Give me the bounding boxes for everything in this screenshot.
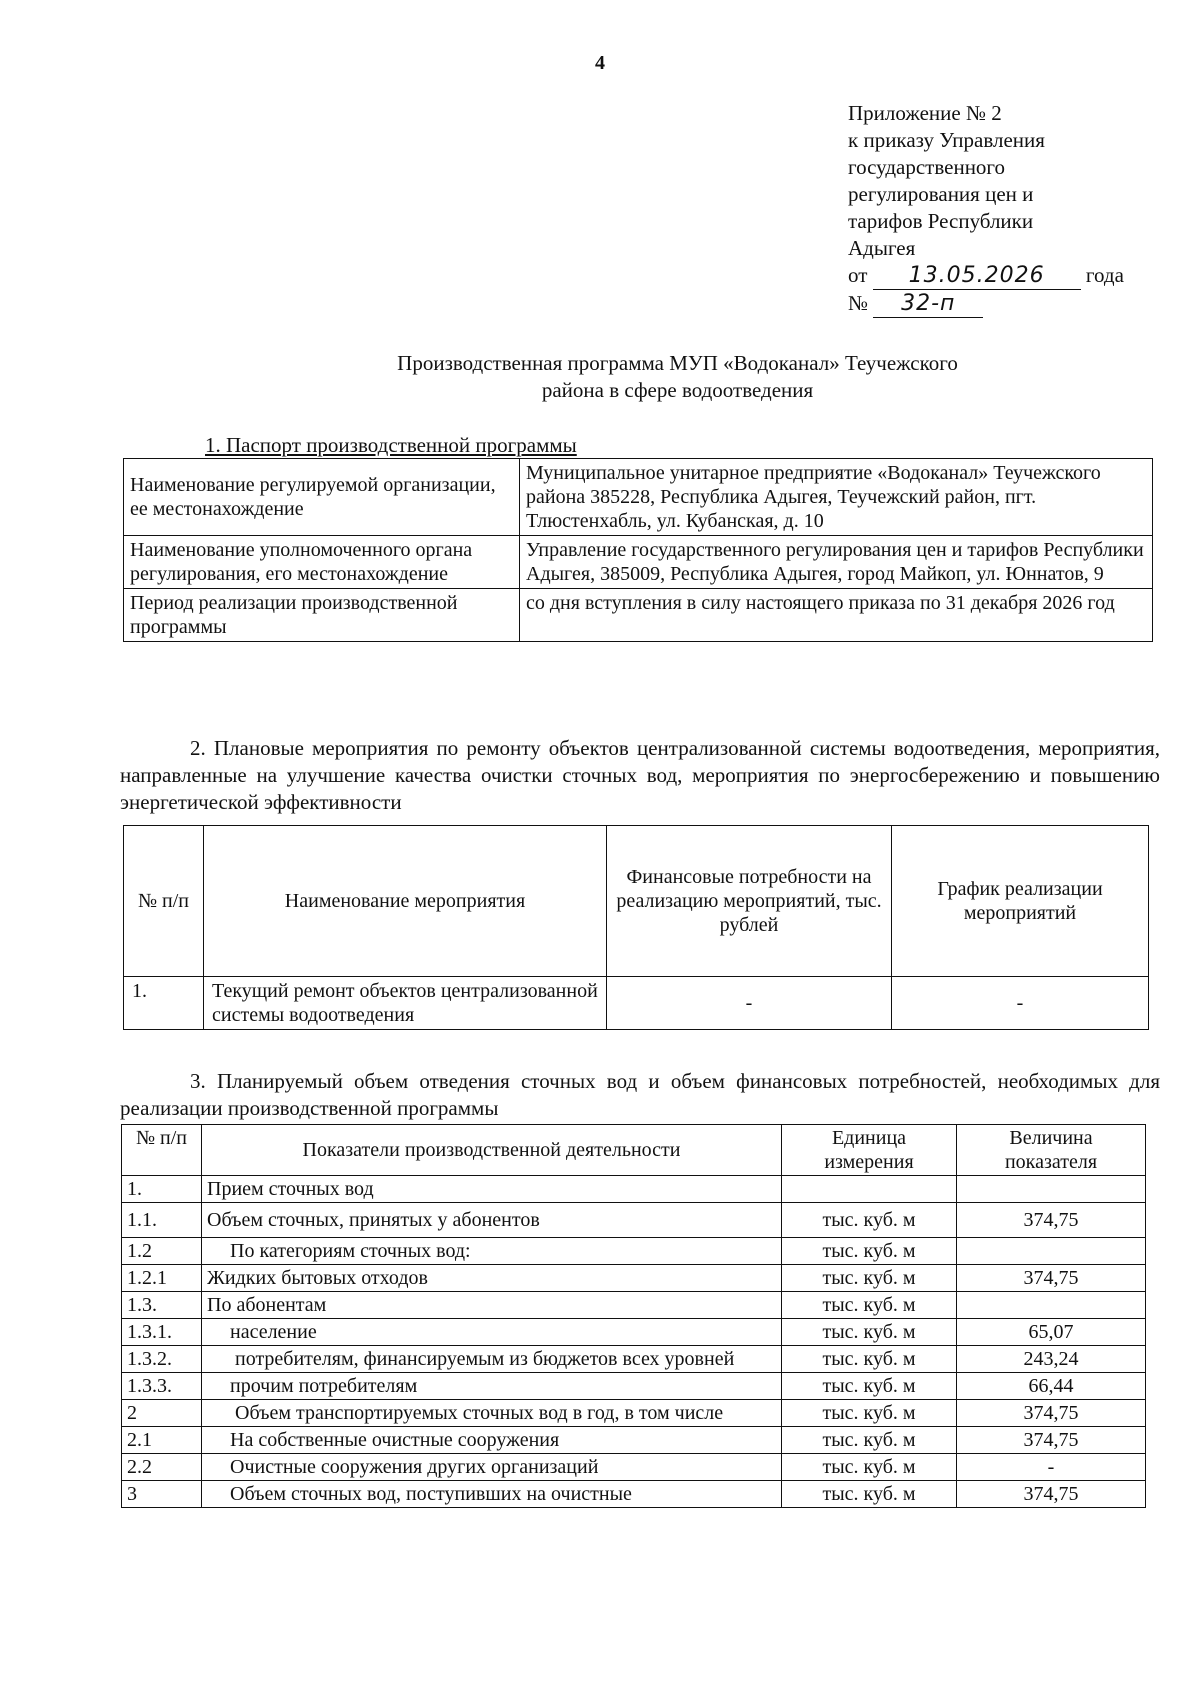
appendix-block bbox=[848, 100, 1124, 318]
measures-table bbox=[123, 825, 1149, 1030]
order-date: 13.05.2026 bbox=[873, 262, 1081, 290]
cell-unit bbox=[782, 1176, 957, 1203]
section-1-heading: 1. Паспорт производственной программы bbox=[205, 433, 577, 457]
cell-num: 2 bbox=[122, 1400, 202, 1427]
cell-value bbox=[957, 1292, 1146, 1319]
indicators-table bbox=[121, 1124, 1146, 1508]
cell-indicator: По категориям сточных вод: bbox=[202, 1238, 782, 1265]
cell-num: 1. bbox=[122, 1176, 202, 1203]
passport-value: Муниципальное унитарное предприятие «Водоканал» Теучежского района 385228, Республика Адыгея, Теучежский район, пгт. Тлюстенхабль, ул. Кубанская, д. 10 bbox=[520, 459, 1153, 536]
cell-num: 1.2.1 bbox=[122, 1265, 202, 1292]
passport-label: Наименование уполномоченного органа регулирования, его местонахождение bbox=[124, 536, 520, 589]
cell-indicator: Объем транспортируемых сточных вод в год, в том числе bbox=[202, 1400, 782, 1427]
appendix-line: к приказу Управления bbox=[848, 128, 1045, 152]
cell-indicator: Прием сточных вод bbox=[202, 1176, 782, 1203]
header-finance: Финансовые потребности на реализацию мероприятий, тыс. рублей bbox=[607, 826, 892, 977]
cell-indicator: Объем сточных вод, поступивших на очистные bbox=[202, 1481, 782, 1508]
cell-num: 1.2 bbox=[122, 1238, 202, 1265]
cell-value: 243,24 bbox=[957, 1346, 1146, 1373]
date-prefix: от bbox=[848, 263, 868, 287]
table-row bbox=[122, 1292, 1146, 1319]
passport-table bbox=[123, 458, 1153, 642]
table-row bbox=[122, 1203, 1146, 1238]
cell-value: 374,75 bbox=[957, 1400, 1146, 1427]
cell-num: 2.2 bbox=[122, 1454, 202, 1481]
cell-value: 374,75 bbox=[957, 1481, 1146, 1508]
order-number-line bbox=[848, 290, 1124, 318]
cell-unit: тыс. куб. м bbox=[782, 1238, 957, 1265]
cell-value bbox=[957, 1176, 1146, 1203]
appendix-line: Адыгея bbox=[848, 236, 916, 260]
table-row bbox=[122, 1176, 1146, 1203]
cell-indicator: потребителям, финансируемым из бюджетов всех уровней bbox=[202, 1346, 782, 1373]
section-3-heading-text: 3. Планируемый объем отведения сточных вод и объем финансовых потребностей, необходимых для реализации производственной программы bbox=[120, 1069, 1160, 1120]
section-2-heading-text: 2. Плановые мероприятия по ремонту объектов централизованной системы водоотведения, мероприятия, направленные на улучшение качества очистки сточных вод, мероприятия по энергосбережению и повышению энергетической эффективности bbox=[120, 736, 1160, 814]
table-row bbox=[122, 1238, 1146, 1265]
appendix-line: государственного bbox=[848, 155, 1006, 179]
title-line-2: района в сфере водоотведения bbox=[541, 378, 814, 402]
cell-num: 1.3.2. bbox=[122, 1346, 202, 1373]
cell-num: 1.3.3. bbox=[122, 1373, 202, 1400]
table-row bbox=[122, 1265, 1146, 1292]
cell-num: 1.3. bbox=[122, 1292, 202, 1319]
table-row bbox=[122, 1346, 1146, 1373]
cell-indicator: Очистные сооружения других организаций bbox=[202, 1454, 782, 1481]
header-value: Величина показателя bbox=[957, 1125, 1146, 1176]
table-row bbox=[124, 977, 1149, 1030]
cell-num: 3 bbox=[122, 1481, 202, 1508]
cell-unit: тыс. куб. м bbox=[782, 1400, 957, 1427]
cell-value: 374,75 bbox=[957, 1265, 1146, 1292]
date-suffix: года bbox=[1085, 263, 1124, 287]
cell-num: 1.3.1. bbox=[122, 1319, 202, 1346]
number-prefix: № bbox=[848, 291, 869, 315]
section-3-heading bbox=[120, 1068, 1160, 1122]
passport-label: Период реализации производственной программы bbox=[124, 589, 520, 642]
table-row bbox=[124, 459, 1153, 536]
cell-indicator: население bbox=[202, 1319, 782, 1346]
cell-indicator: По абонентам bbox=[202, 1292, 782, 1319]
appendix-line: тарифов Республики bbox=[848, 209, 1034, 233]
cell-value: 65,07 bbox=[957, 1319, 1146, 1346]
passport-value: со дня вступления в силу настоящего приказа по 31 декабря 2026 год bbox=[520, 589, 1153, 642]
passport-value: Управление государственного регулирования цен и тарифов Республики Адыгея, 385009, Республика Адыгея, город Майкоп, ул. Юннатов, 9 bbox=[520, 536, 1153, 589]
cell-num: 1. bbox=[124, 977, 204, 1030]
page-number: 4 bbox=[595, 52, 605, 74]
table-row bbox=[122, 1373, 1146, 1400]
header-unit: Единица измерения bbox=[782, 1125, 957, 1176]
cell-value: 374,75 bbox=[957, 1203, 1146, 1238]
order-date-line bbox=[848, 262, 1124, 290]
cell-indicator: Жидких бытовых отходов bbox=[202, 1265, 782, 1292]
cell-unit: тыс. куб. м bbox=[782, 1373, 957, 1400]
table-row bbox=[122, 1400, 1146, 1427]
passport-label: Наименование регулируемой организации, ее местонахождение bbox=[124, 459, 520, 536]
cell-schedule: - bbox=[892, 977, 1149, 1030]
table-header-row bbox=[122, 1125, 1146, 1176]
appendix-line: Приложение № 2 bbox=[848, 101, 1002, 125]
table-row bbox=[124, 536, 1153, 589]
header-num: № п/п bbox=[124, 826, 204, 977]
section-2-heading bbox=[120, 735, 1160, 816]
header-name: Наименование мероприятия bbox=[204, 826, 607, 977]
order-number: 32-п bbox=[873, 290, 983, 318]
cell-value: - bbox=[957, 1454, 1146, 1481]
cell-unit: тыс. куб. м bbox=[782, 1427, 957, 1454]
header-indicator: Показатели производственной деятельности bbox=[202, 1125, 782, 1176]
cell-unit: тыс. куб. м bbox=[782, 1346, 957, 1373]
appendix-line: регулирования цен и bbox=[848, 182, 1034, 206]
cell-indicator: прочим потребителям bbox=[202, 1373, 782, 1400]
cell-unit: тыс. куб. м bbox=[782, 1454, 957, 1481]
table-row bbox=[122, 1427, 1146, 1454]
title-line-1: Производственная программа МУП «Водоканал» Теучежского bbox=[397, 351, 958, 375]
cell-value bbox=[957, 1238, 1146, 1265]
cell-unit: тыс. куб. м bbox=[782, 1319, 957, 1346]
cell-indicator: На собственные очистные сооружения bbox=[202, 1427, 782, 1454]
cell-unit: тыс. куб. м bbox=[782, 1481, 957, 1508]
table-header-row bbox=[124, 826, 1149, 977]
cell-name: Текущий ремонт объектов централизованной системы водоотведения bbox=[204, 977, 607, 1030]
cell-num: 1.1. bbox=[122, 1203, 202, 1238]
cell-unit: тыс. куб. м bbox=[782, 1292, 957, 1319]
cell-value: 66,44 bbox=[957, 1373, 1146, 1400]
document-title bbox=[0, 350, 1200, 404]
table-row bbox=[122, 1481, 1146, 1508]
cell-value: 374,75 bbox=[957, 1427, 1146, 1454]
header-schedule: График реализации мероприятий bbox=[892, 826, 1149, 977]
cell-finance: - bbox=[607, 977, 892, 1030]
cell-indicator: Объем сточных, принятых у абонентов bbox=[202, 1203, 782, 1238]
table-row bbox=[122, 1454, 1146, 1481]
table-row bbox=[122, 1319, 1146, 1346]
cell-unit: тыс. куб. м bbox=[782, 1203, 957, 1238]
cell-num: 2.1 bbox=[122, 1427, 202, 1454]
cell-unit: тыс. куб. м bbox=[782, 1265, 957, 1292]
header-num: № п/п bbox=[122, 1125, 202, 1176]
table-row bbox=[124, 589, 1153, 642]
